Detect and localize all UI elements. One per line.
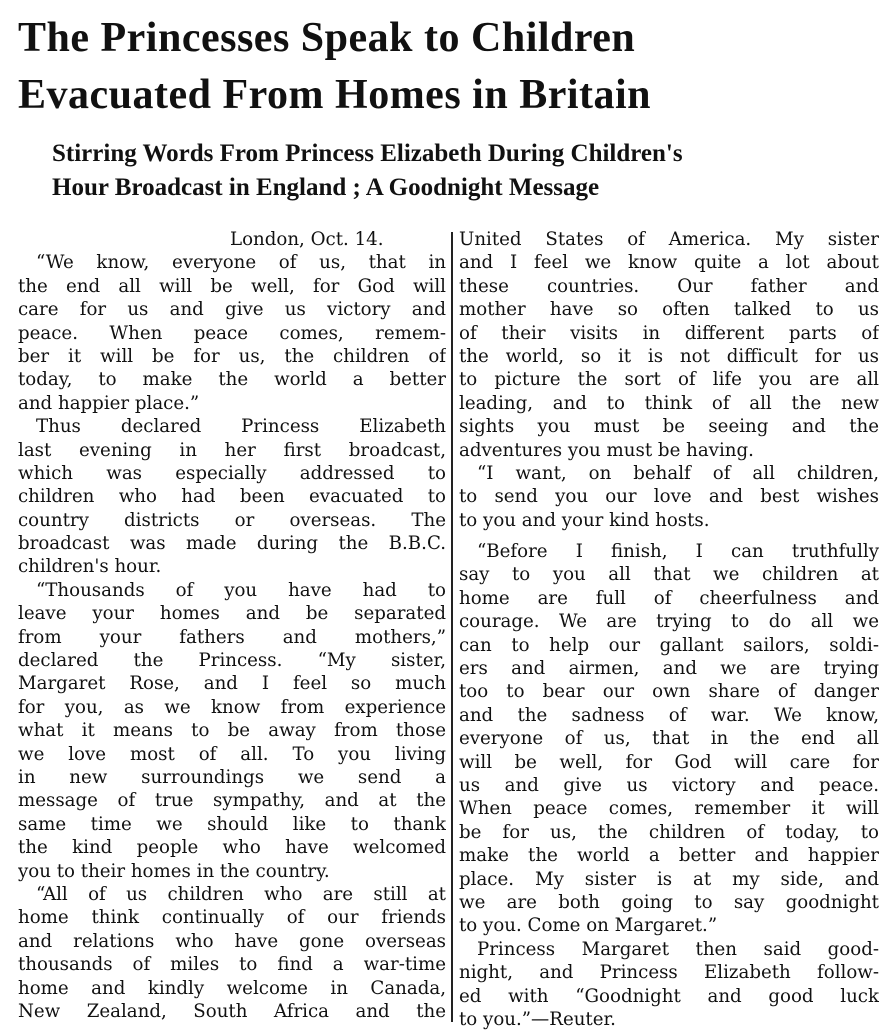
body-line: and happier place.” <box>18 392 200 414</box>
body-line: peace. When peace comes, remem- <box>18 322 446 344</box>
body-line: ers and airmen, and we are trying <box>459 658 879 680</box>
headline-line: Evacuated From Homes in Britain <box>18 72 652 118</box>
body-line: country districts or overseas. The <box>18 509 446 531</box>
body-line: these countries. Our father and <box>459 275 879 297</box>
body-line: ber it will be for us, the children of <box>18 345 446 367</box>
body-line: make the world a better and happier <box>459 845 879 867</box>
headline <box>18 10 868 124</box>
body-line: place. My sister is at my side, and <box>459 868 879 890</box>
body-line: too to bear our own share of danger <box>459 681 879 703</box>
body-line: of their visits in different parts of <box>459 322 879 344</box>
body-line: you to their homes in the country. <box>18 860 330 882</box>
body-line: leading, and to think of all the new <box>459 392 879 414</box>
body-line: adventures you must be having. <box>459 439 754 461</box>
body-line: today, to make the world a better <box>18 369 446 391</box>
body-line: “Thousands of you have had to <box>36 579 446 601</box>
body-line: we are both going to say goodnight <box>459 891 879 913</box>
body-line: what it means to be away from those <box>18 720 446 742</box>
body-line: Margaret Rose, and I feel so much <box>18 673 446 695</box>
body-line: the kind people who have welcomed <box>18 837 446 859</box>
body-line: home are full of cheerfulness and <box>459 587 879 609</box>
body-line: care for us and give us victory and <box>18 299 446 321</box>
body-line: can to help our gallant sailors, soldi- <box>459 634 879 656</box>
body-line: to picture the sort of life you are all <box>459 369 879 391</box>
body-line: “Before I finish, I can truthfully <box>477 541 879 563</box>
body-line: to send you our love and best wishes <box>459 486 879 508</box>
body-line: from your fathers and mothers,” <box>18 626 446 648</box>
body-line: same time we should like to thank <box>18 813 446 835</box>
body-line: us and give us victory and peace. <box>459 774 879 796</box>
body-line: home think continually of our friends <box>18 907 446 929</box>
subheadline-line: Hour Broadcast in England ; A Goodnight Message <box>52 174 600 201</box>
dateline: London, Oct. 14. <box>230 229 384 250</box>
body-line: the end all will be well, for God will <box>18 275 446 297</box>
body-line: New Zealand, South Africa and the <box>18 1000 446 1022</box>
body-line: United States of America. My sister <box>459 229 879 250</box>
left-column <box>18 228 446 1023</box>
body-line: will be well, for God will care for <box>459 751 879 773</box>
body-line: “All of us children who are still at <box>36 883 446 905</box>
body-line: which was especially addressed to <box>18 462 446 484</box>
body-line: message of true sympathy, and at the <box>18 790 446 812</box>
body-line: in new surroundings we send a <box>18 766 446 788</box>
body-line: to you and your kind hosts. <box>459 509 710 531</box>
body-line: leave your homes and be separated <box>18 603 446 625</box>
body-line: “I want, on behalf of all children, <box>477 462 879 484</box>
body-line: night, and Princess Elizabeth follow- <box>459 962 879 984</box>
body-line: the world, so it is not difficult for us <box>459 345 879 367</box>
body-line: and the sadness of war. We know, <box>459 704 879 726</box>
column-divider <box>451 232 453 1022</box>
body-line: declared the Princess. “My sister, <box>18 650 446 672</box>
body-line: children's hour. <box>18 556 162 578</box>
body-line: thousands of miles to find a war-time <box>18 954 446 976</box>
subheadline <box>52 137 872 205</box>
body-line: we love most of all. To you living <box>18 743 446 765</box>
subheadline-line: Stirring Words From Princess Elizabeth During Children's <box>52 140 683 167</box>
body-line: ed with “Goodnight and good luck <box>459 985 879 1007</box>
body-line: and I feel we know quite a lot about <box>459 252 879 274</box>
body-line: Princess Margaret then said good- <box>477 938 879 960</box>
headline-line: The Princesses Speak to Children <box>18 15 636 61</box>
body-line: be for us, the children of today, to <box>459 821 879 843</box>
body-line: last evening in her first broadcast, <box>18 439 446 461</box>
body-line: to you.”—Reuter. <box>459 1008 616 1030</box>
body-line: broadcast was made during the B.B.C. <box>18 533 446 555</box>
body-line: to you. Come on Margaret.” <box>459 915 718 937</box>
body-line: Thus declared Princess Elizabeth <box>36 416 446 438</box>
body-line: everyone of us, that in the end all <box>459 728 879 750</box>
right-column <box>459 228 879 1031</box>
body-line: children who had been evacuated to <box>18 486 446 508</box>
body-line: sights you must be seeing and the <box>459 416 879 438</box>
body-line: When peace comes, remember it will <box>459 798 879 820</box>
body-line: mother have so often talked to us <box>459 299 879 321</box>
body-line: say to you all that we children at <box>459 564 879 586</box>
body-line: home and kindly welcome in Canada, <box>18 977 446 999</box>
body-line: courage. We are trying to do all we <box>459 611 879 633</box>
body-line: for you, as we know from experience <box>18 696 446 718</box>
body-line: and relations who have gone overseas <box>18 930 446 952</box>
body-line: “We know, everyone of us, that in <box>36 252 446 274</box>
